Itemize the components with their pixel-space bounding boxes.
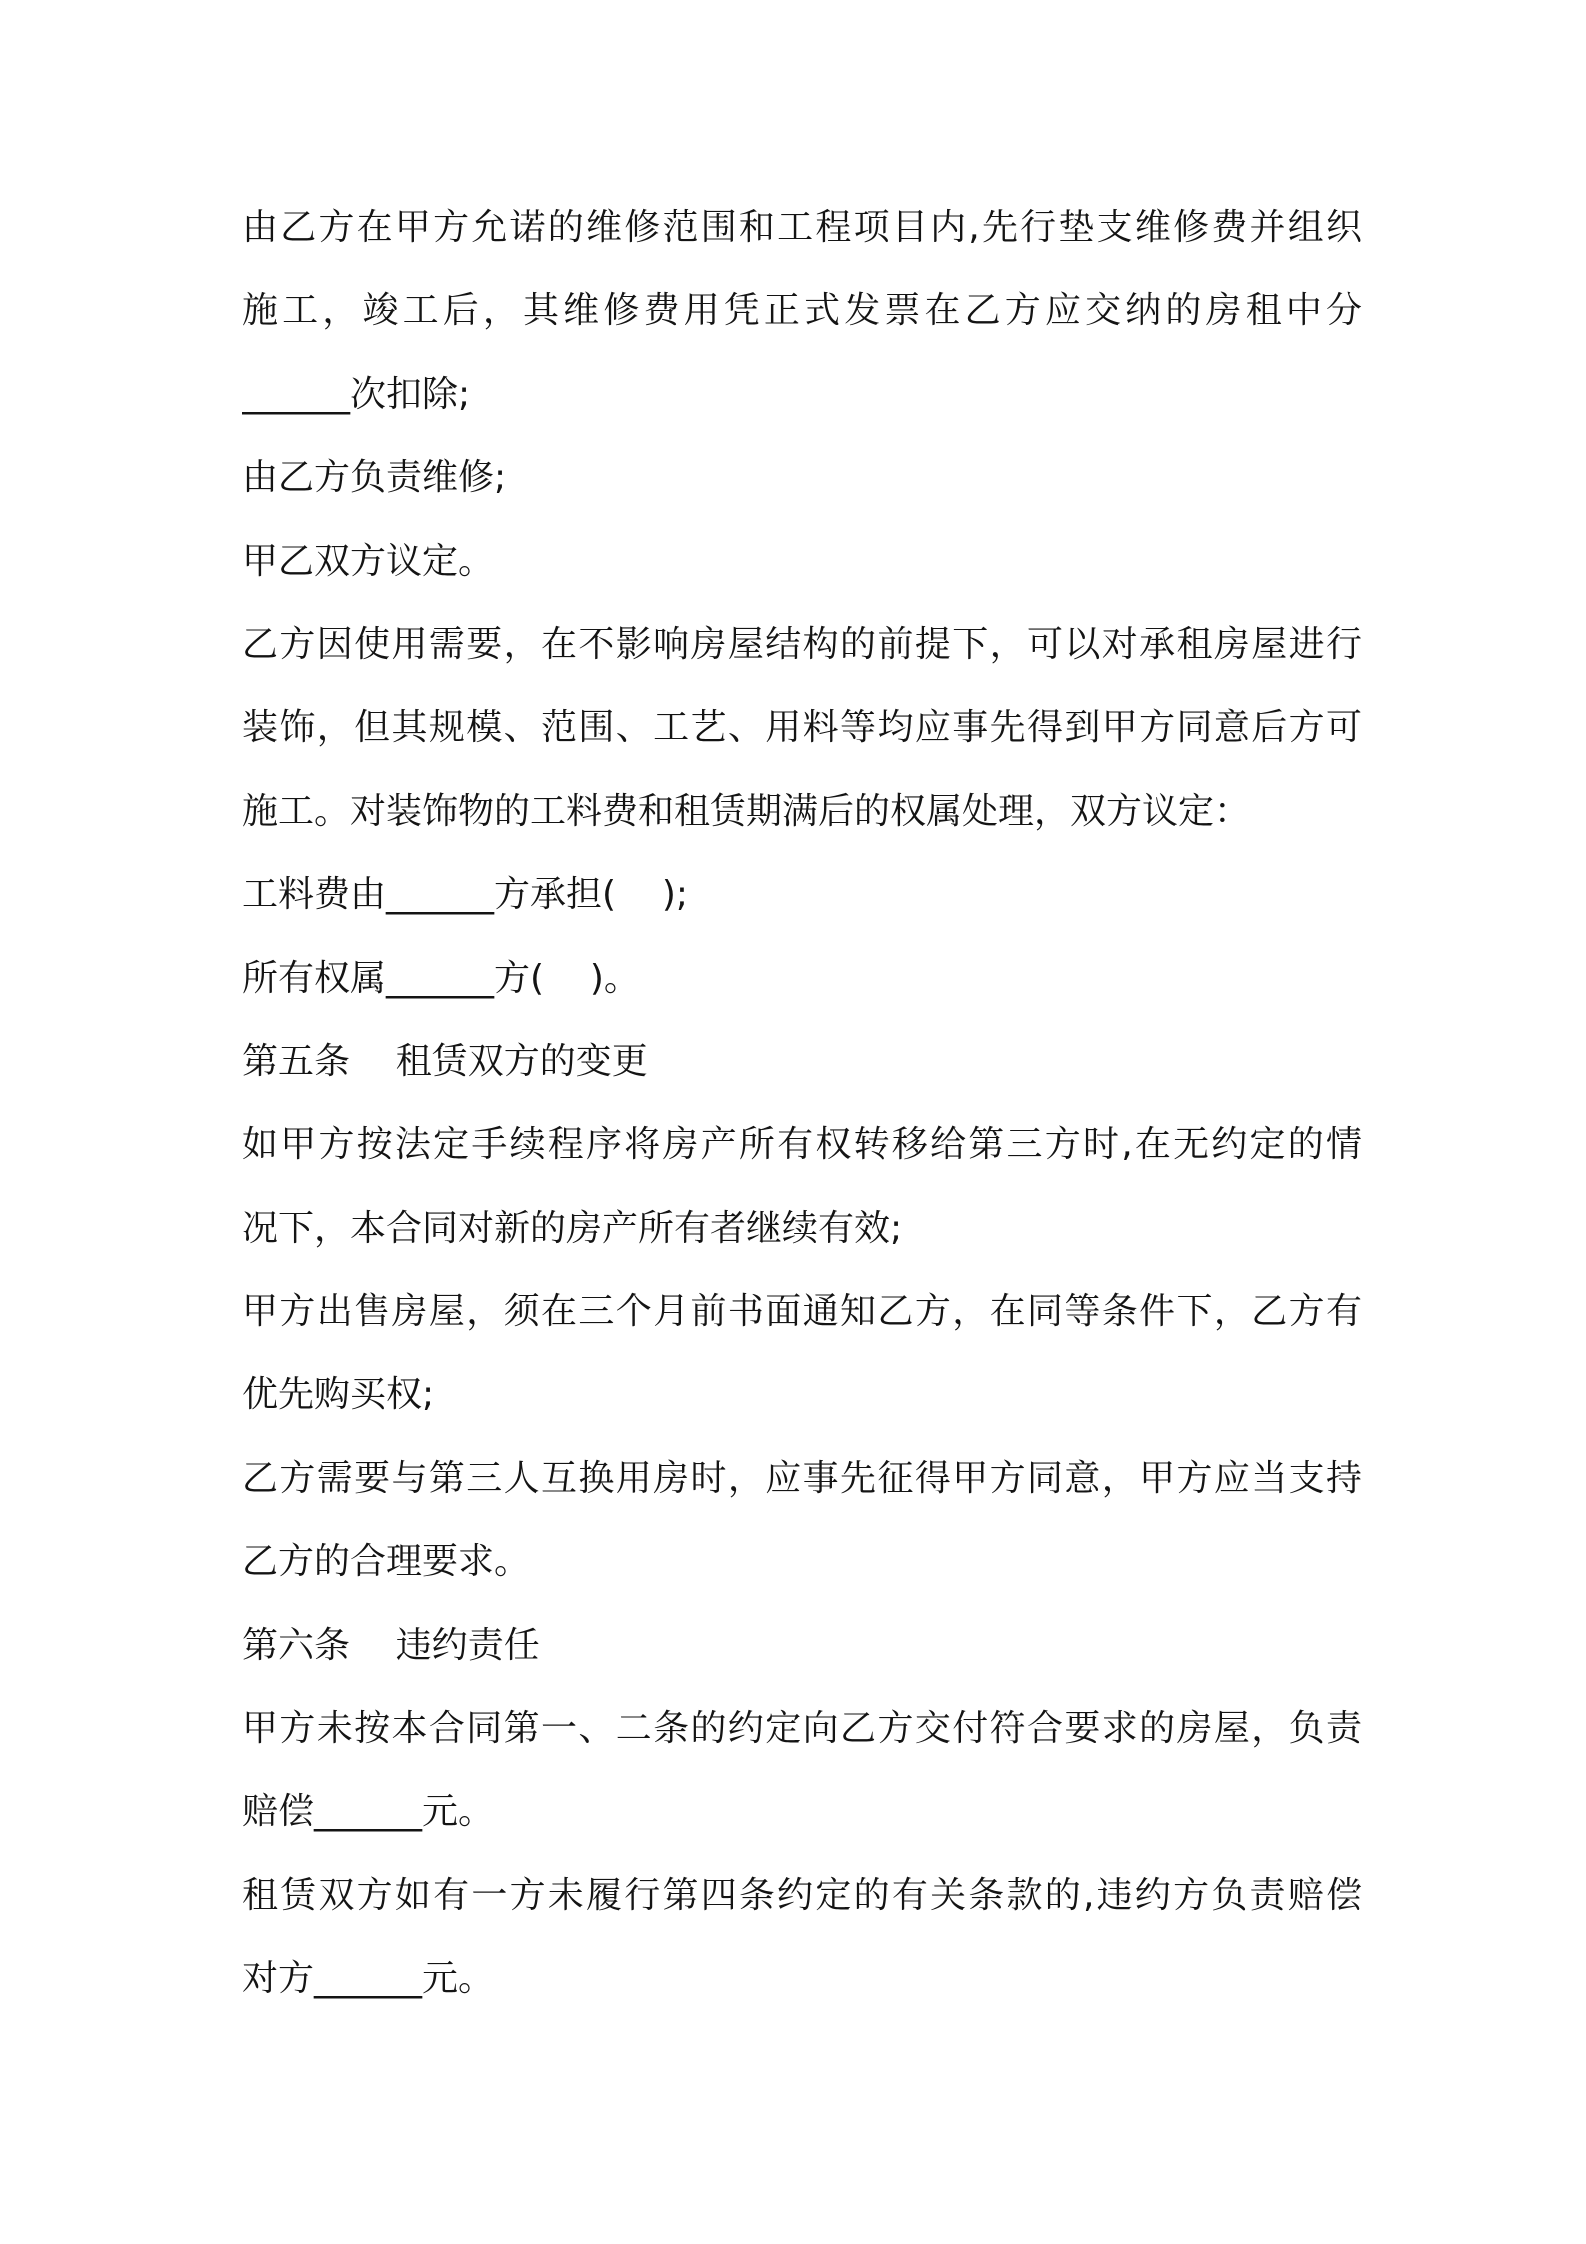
text-line: 况下，本合同对新的房产所有者继续有效;: [242, 1207, 903, 1249]
text-line: 租赁双方如有一方未履行第四条约定的有关条款的,违约方负责赔偿: [242, 1874, 1362, 1916]
text-line: 乙方的合理要求。: [242, 1541, 531, 1583]
text-line: 施工。对装饰物的工料费和租赁期满后的权属处理，双方议定：: [242, 790, 1251, 832]
text-line: 对方______元。: [242, 1958, 495, 2000]
text-line: 施工，竣工后，其维修费用凭正式发票在乙方应交纳的房租中分: [242, 290, 1362, 332]
article-heading: 第六条 违约责任: [242, 1624, 540, 1666]
text-line: 装饰，但其规模、范围、工艺、用料等均应事先得到甲方同意后方可: [242, 707, 1362, 749]
text-line: 甲方未按本合同第一、二条的约定向乙方交付符合要求的房屋，负责: [242, 1708, 1362, 1750]
document-body: [242, 196, 1362, 2031]
text-line: 甲乙双方议定。: [242, 540, 495, 582]
text-line: 由乙方负责维修;: [242, 457, 507, 499]
text-line: 所有权属______方( )。: [242, 957, 640, 999]
text-line: 由乙方在甲方允诺的维修范围和工程项目内,先行垫支维修费并组织: [242, 207, 1362, 248]
text-line: 乙方需要与第三人互换用房时，应事先征得甲方同意，甲方应当支持: [242, 1457, 1362, 1499]
text-line: 甲方出售房屋，须在三个月前书面通知乙方，在同等条件下，乙方有: [242, 1291, 1362, 1333]
text-line: 乙方因使用需要，在不影响房屋结构的前提下，可以对承租房屋进行: [242, 623, 1362, 665]
text-line: 如甲方按法定手续程序将房产所有权转移给第三方时,在无约定的情: [242, 1124, 1362, 1166]
text-line: ______次扣除;: [242, 373, 471, 415]
article-heading: 第五条 租赁双方的变更: [242, 1040, 648, 1082]
text-line: 赔偿______元。: [242, 1791, 495, 1833]
text-line: 优先购买权;: [242, 1374, 435, 1416]
text-line: 工料费由______方承担( );: [242, 874, 688, 916]
